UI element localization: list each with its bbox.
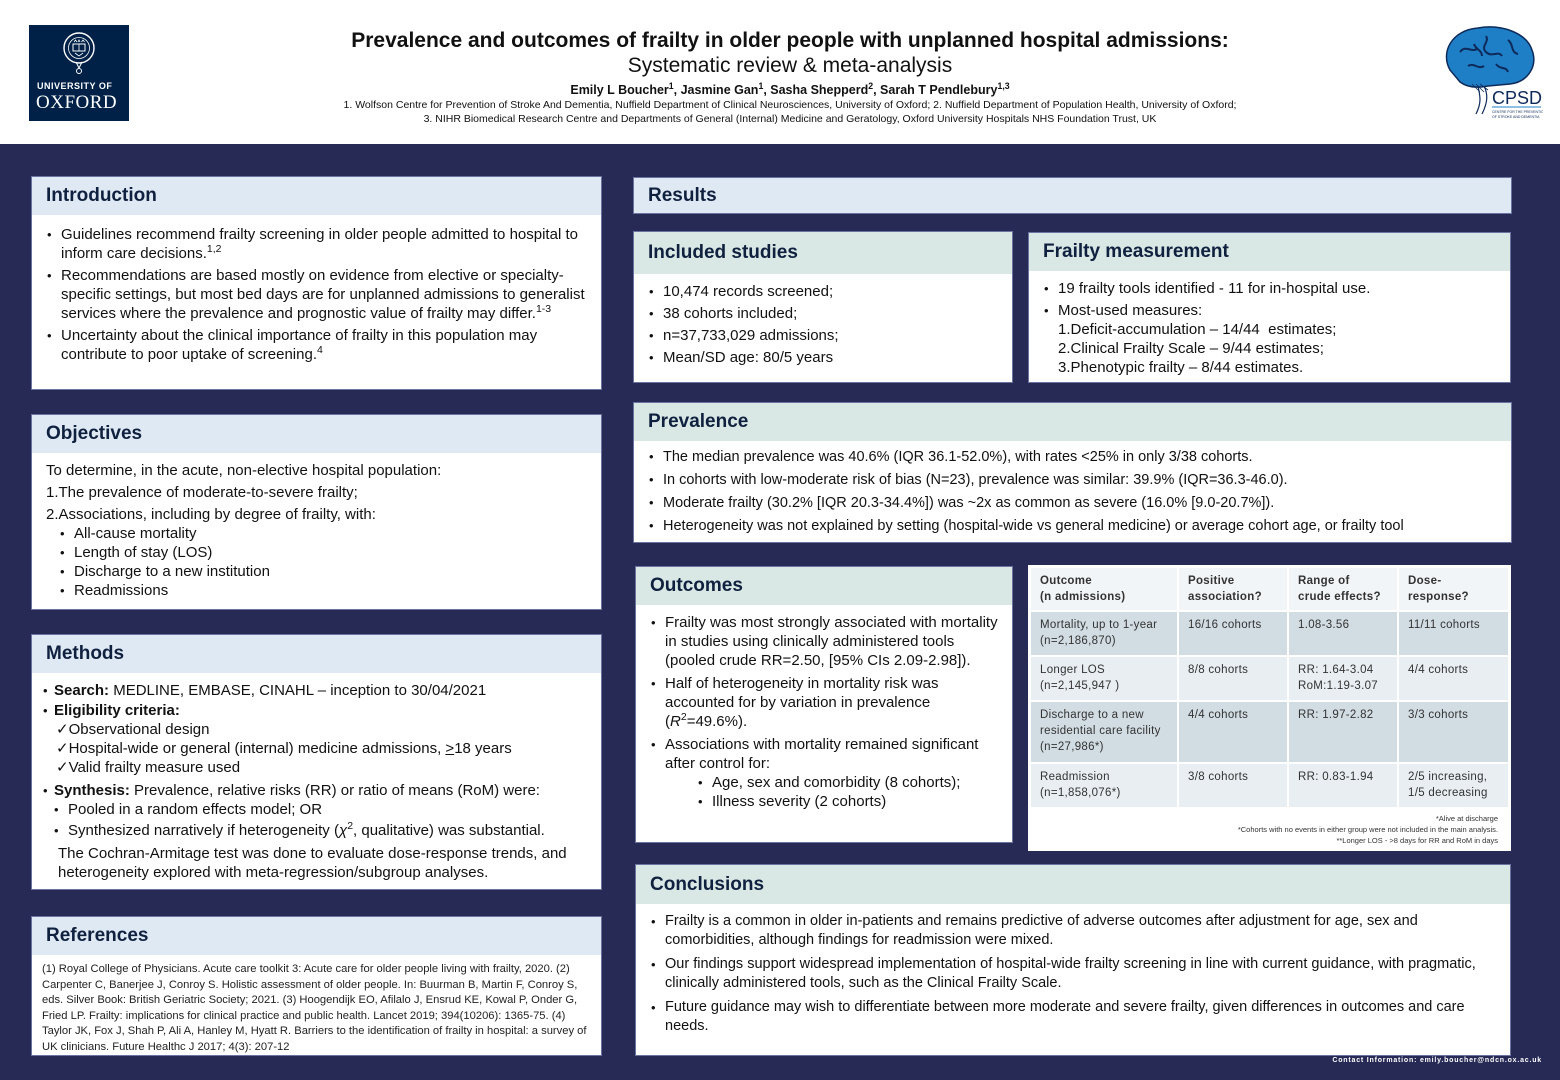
outcomes-panel <box>635 566 1013 843</box>
citation-mark: 1-3 <box>535 303 552 315</box>
references-panel <box>31 916 602 1056</box>
author-name: Emily L Boucher <box>570 83 669 97</box>
measure-item: 3.Phenotypic frailty – 8/44 estimates. <box>1058 359 1304 376</box>
author-affiliation-mark: 2 <box>868 80 874 91</box>
cell-line: Readmission <box>1040 771 1110 783</box>
section-body <box>634 274 1012 378</box>
list-item: • Pooled in a random effects model; OR <box>54 800 587 819</box>
list-item <box>46 225 587 263</box>
poster-subtitle: Systematic review & meta-analysis <box>627 54 953 77</box>
search-text: MEDLINE, EMBASE, CINAHL – inception to 30/04/2021 <box>109 682 487 699</box>
conclusions-panel <box>635 864 1511 1056</box>
list-item: • All-cause mortality <box>60 524 587 543</box>
column-header <box>1399 568 1508 610</box>
author-name: Jasmine Gan <box>680 83 759 97</box>
author-affiliation-mark: 1 <box>668 80 674 91</box>
header-line: Range of <box>1298 575 1350 587</box>
table-row <box>1031 702 1508 762</box>
outcomes-table <box>1029 566 1510 809</box>
check-icon: ✓ <box>56 759 69 776</box>
list-item <box>42 681 587 700</box>
list-item: • Length of stay (LOS) <box>60 543 587 562</box>
author-list: Emily L Boucher$^1$, Jasmine Gan$^1$, Sasha Shepperd$^2$, Sarah T Pendlebury$^{1,3}$ <box>570 80 1010 97</box>
section-body <box>1029 271 1510 385</box>
header-line: Outcome <box>1040 575 1092 587</box>
section-heading: Conclusions <box>636 865 1510 904</box>
cpsd-logo-tagline: CENTRE FOR THE PREVENTION <box>1492 110 1543 114</box>
table-note: *Alive at discharge <box>1435 814 1498 823</box>
list-item: • Most-used measures: <box>1043 301 1496 320</box>
cell-line: Mortality, up to 1-year <box>1040 619 1158 631</box>
item-text: Synthesized narratively if heterogeneity ( <box>68 822 339 839</box>
affiliations-line-1: 1. Wolfson Centre for Prevention of Stroke And Dementia, Nuffield Department of Clinical Neurosciences, University of Oxford; 2. Nuffield Department of Population Health, University of Oxford; <box>343 99 1237 111</box>
contact-information: Contact Information: emily.boucher@ndcn.ox.ac.uk <box>1332 1057 1542 1064</box>
greater-equal-symbol: > <box>445 740 455 757</box>
section-body <box>32 453 601 608</box>
cpsd-logo-tagline: OF STROKE AND DEMENTIA <box>1492 115 1540 119</box>
item-text: Uncertainty about the clinical importance of frailty in this population may contribute to poor uptake of screening. <box>61 327 538 363</box>
oxford-logo <box>29 25 129 121</box>
item-text: Recommendations are based mostly on evidence from elective or specialty-specific settings, but most bed days are for unplanned admissions to generalist services where the prevalence and prognostic value of frailty may differ. <box>61 267 585 322</box>
poster-header <box>0 0 1560 144</box>
list-item <box>54 821 587 840</box>
poster-title: Prevalence and outcomes of frailty in older people with unplanned hospital admissions: <box>351 29 1229 52</box>
column-header <box>1179 568 1287 610</box>
synthesis-text: Prevalence, relative risks (RR) or ratio of means (RoM) were: <box>129 782 540 799</box>
outcome-cell <box>1031 612 1177 655</box>
search-label: Search: <box>54 682 110 699</box>
table-row <box>1031 657 1508 700</box>
criteria-text: Hospital-wide or general (internal) medicine admissions, <box>68 740 446 757</box>
section-body <box>634 441 1511 546</box>
section-heading: Introduction <box>32 177 601 215</box>
cell-line: (n=1,858,076*) <box>1040 787 1121 799</box>
section-heading: Prevalence <box>634 403 1511 441</box>
methods-closing: The Cochran-Armitage test was done to evaluate dose-response trends, and heterogeneity explored with meta-regression/subgroup analyses. <box>58 845 567 881</box>
outcome-cell <box>1031 657 1177 700</box>
criteria-item <box>56 739 587 758</box>
criteria-item <box>56 720 587 739</box>
section-heading: References <box>32 917 601 955</box>
list-item: • The median prevalence was 40.6% (IQR 36.1-52.0%), with rates <25% in only 3/38 cohorts. <box>648 448 1497 466</box>
list-item: • In cohorts with low-moderate risk of bias (N=23), prevalence was similar: 39.9% (IQR=36.3-46.0). <box>648 471 1497 489</box>
cell-line: (n=2,145,947 ) <box>1040 680 1120 692</box>
item-text: Half of heterogeneity in mortality risk was accounted for by variation in prevalence ( <box>665 675 939 730</box>
brain-icon <box>1438 22 1543 122</box>
dose-cell <box>1399 764 1508 807</box>
oxford-logo-line1: UNIVERSITY OF <box>37 81 113 91</box>
outcome-cell <box>1031 764 1177 807</box>
list-item <box>650 674 998 731</box>
superscript: 2 <box>347 820 354 832</box>
objectives-panel <box>31 414 602 610</box>
section-heading: Objectives <box>32 415 601 453</box>
range-cell: 1.08-3.56 <box>1289 612 1397 655</box>
criteria-item <box>56 758 587 777</box>
list-item: • Age, sex and comorbidity (8 cohorts); <box>698 773 998 792</box>
list-item: • Heterogeneity was not explained by setting (hospital-wide vs general medicine) or average cohort age, or frailty tool <box>648 517 1497 535</box>
list-item: • 38 cohorts included; <box>648 304 998 323</box>
affiliations-line-2: 3. NIHR Biomedical Research Centre and Departments of General (Internal) Medicine and Geratology, Oxford University Hospitals NHS Foundation Trust, UK <box>423 113 1157 125</box>
header-line: Dose- <box>1408 575 1442 587</box>
cell-line: (n=27,986*) <box>1040 741 1104 753</box>
cpsd-logo <box>1438 22 1543 122</box>
list-item: • n=37,733,029 admissions; <box>648 326 998 345</box>
list-item: • Our findings support widespread implementation of hospital-wide frailty screening in line with current guidance, with pragmatic, clinically administered tools, such as the Clinical Frailty Scale. <box>650 955 1496 993</box>
table-header-row <box>1031 568 1508 610</box>
cell-line: RR: 1.64-3.04 <box>1298 664 1374 676</box>
positive-cell: 4/4 cohorts <box>1179 702 1287 762</box>
prevalence-panel <box>633 402 1512 543</box>
column-header <box>1031 568 1177 610</box>
list-item: • Associations with mortality remained significant after control for: <box>650 735 998 773</box>
list-item: • Discharge to a new institution <box>60 562 587 581</box>
included-studies-panel <box>633 231 1013 383</box>
section-body <box>32 673 601 890</box>
table-note: *Cohorts with no events in either group were not included in the main analysis. <box>1237 825 1498 834</box>
table-row <box>1031 764 1508 807</box>
list-item: • Moderate frailty (30.2% [IQR 20.3-34.4%]) was ~2x as common as severe (16.0% [9.0-20.7%]). <box>648 494 1497 512</box>
positive-cell: 8/8 cohorts <box>1179 657 1287 700</box>
introduction-panel <box>31 176 602 390</box>
list-item: • Mean/SD age: 80/5 years <box>648 348 998 367</box>
table-note: **Longer LOS - >8 days for RR and RoM in days <box>1336 836 1498 845</box>
list-item <box>46 326 587 364</box>
table-notes <box>1029 809 1510 846</box>
cell-line: 2/5 increasing, <box>1408 771 1488 783</box>
dose-cell: 11/11 cohorts <box>1399 612 1508 655</box>
criteria-text: 18 years <box>454 740 512 757</box>
objectives-intro: To determine, in the acute, non-elective hospital population: <box>46 462 442 479</box>
header-line: Positive <box>1188 575 1235 587</box>
oxford-crest-icon <box>62 31 96 77</box>
cell-line: Longer LOS <box>1040 664 1106 676</box>
criteria-text: Valid frailty measure used <box>68 759 241 776</box>
positive-cell: 3/8 cohorts <box>1179 764 1287 807</box>
list-item: • 10,474 records screened; <box>648 282 998 301</box>
eligibility-label: Eligibility criteria: <box>54 702 180 719</box>
outcomes-table-panel <box>1028 565 1511 851</box>
positive-cell: 16/16 cohorts <box>1179 612 1287 655</box>
cpsd-logo-name: CPSD <box>1492 88 1543 108</box>
list-item: • Readmissions <box>60 581 587 600</box>
methods-panel <box>31 634 602 890</box>
dose-cell: 4/4 cohorts <box>1399 657 1508 700</box>
list-item: • Frailty was most strongly associated with mortality in studies using clinically administered tools (pooled crude RR=2.50, [95% CIs 2.09-2.98]). <box>650 613 998 670</box>
table-row <box>1031 612 1508 655</box>
measure-item: 1.Deficit-accumulation – 14/44 estimates; <box>1058 321 1337 338</box>
outcome-cell <box>1031 702 1177 762</box>
objective-item: 1.The prevalence of moderate-to-severe frailty; <box>46 484 358 501</box>
list-item: • Future guidance may wish to differentiate between more moderate and severe frailty, given differences in outcomes and care needs. <box>650 998 1496 1036</box>
check-icon: ✓ <box>56 740 69 757</box>
author-name: Sasha Shepperd <box>770 83 869 97</box>
r-symbol: R <box>670 713 681 730</box>
check-icon: ✓ <box>56 721 69 738</box>
header-line: crude effects? <box>1298 591 1381 603</box>
section-body <box>32 215 601 375</box>
item-text: Guidelines recommend frailty screening in older people admitted to hospital to inform care decisions. <box>61 226 578 262</box>
frailty-measurement-panel <box>1028 232 1511 383</box>
item-text: =49.6%). <box>686 713 748 730</box>
oxford-logo-line2: OXFORD <box>36 92 118 113</box>
author-name: Sarah T Pendlebury <box>880 83 998 97</box>
list-item <box>42 701 587 720</box>
title-block <box>200 28 1380 126</box>
cell-line: RoM:1.19-3.07 <box>1298 680 1378 692</box>
header-line: (n admissions) <box>1040 591 1126 603</box>
author-affiliation-mark: 1 <box>758 80 764 91</box>
synthesis-label: Synthesis: <box>54 782 130 799</box>
references-text: (1) Royal College of Physicians. Acute care toolkit 3: Acute care for older people living with frailty, 2020. (2) Carpenter C, Banerjee J, Conroy S. Holistic assessment of older people. In: Buurman B, Martin F, Conroy S, eds. Silver Book: British Geriatric Society; 2021. (3) Hoogendijk EO, Afilalo J, Ensrud KE, Kowal P, Onder G, Fried LP. Frailty: implications for clinical practice and public health. Lancet 2019; 394(10206): 1365-75. (4) Taylor JK, Fox J, Shah P, Ali A, Hanley M, Hyatt R. Barriers to the identification of frailty in hospital: a survey of UK clinicians. Future Healthc J 2017; 4(3): 207-12 <box>42 963 587 1053</box>
list-item: • Illness severity (2 cohorts) <box>698 792 998 811</box>
chi-symbol: χ <box>338 822 348 839</box>
item-text: , qualitative) was substantial. <box>353 822 545 839</box>
section-body <box>636 904 1510 1047</box>
dose-cell: 3/3 cohorts <box>1399 702 1508 762</box>
section-body <box>636 605 1012 819</box>
range-cell: RR: 0.83-1.94 <box>1289 764 1397 807</box>
section-heading: Methods <box>32 635 601 673</box>
list-item <box>42 781 587 800</box>
list-item <box>46 266 587 323</box>
section-heading: Outcomes <box>636 567 1012 605</box>
cell-line: residential care facility <box>1040 725 1161 737</box>
list-item: • Frailty is a common in older in-patients and remains predictive of adverse outcomes after adjustment for age, sex and comorbidities, although findings for readmission were mixed. <box>650 912 1496 950</box>
objective-item: 2.Associations, including by degree of frailty, with: <box>46 506 376 523</box>
header-line: association? <box>1188 591 1262 603</box>
section-heading: Included studies <box>634 232 1012 274</box>
range-cell: RR: 1.97-2.82 <box>1289 702 1397 762</box>
superscript: 2 <box>680 711 687 723</box>
cell-line: Discharge to a new <box>1040 709 1144 721</box>
section-heading: Results <box>634 178 1511 213</box>
author-affiliation-mark: 1,3 <box>997 80 1010 91</box>
results-panel <box>633 177 1512 214</box>
citation-mark: 4 <box>317 344 323 356</box>
criteria-text: Observational design <box>68 721 210 738</box>
citation-mark: 1,2 <box>206 243 222 255</box>
range-cell <box>1289 657 1397 700</box>
measure-item: 2.Clinical Frailty Scale – 9/44 estimates; <box>1058 340 1324 357</box>
column-header <box>1289 568 1397 610</box>
section-heading: Frailty measurement <box>1029 233 1510 271</box>
list-item: • 19 frailty tools identified - 11 for in-hospital use. <box>1043 279 1496 298</box>
cell-line: (n=2,186,870) <box>1040 635 1116 647</box>
header-line: response? <box>1408 591 1469 603</box>
cell-line: 1/5 decreasing <box>1408 787 1488 799</box>
